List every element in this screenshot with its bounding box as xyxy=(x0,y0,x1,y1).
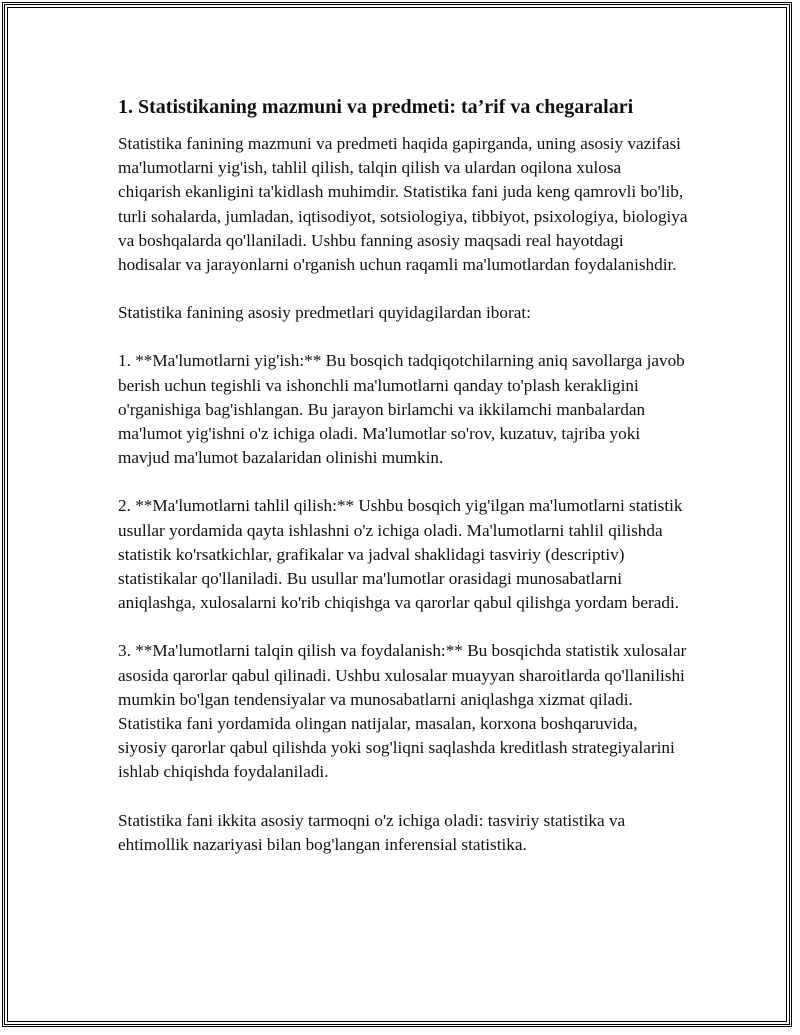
closing-paragraph: Statistika fani ikkita asosiy tarmoqni o'z ichiga oladi: tasviriy statistika va ehtimollik nazariyasi bilan bog'langan inferensial statistika. xyxy=(118,810,626,854)
document-body xyxy=(118,94,688,881)
subjects-lead-paragraph: Statistika fanining asosiy predmetlari quyidagilardan iborat: xyxy=(118,303,531,323)
list-item-data-analysis: 2. **Ma'lumotlarni tahlil qilish:** Ushbu bosqich yig'ilgan ma'lumotlarni statistik usullar yordamida qayta ishlashni o'z ichiga oladi. Ma'lumotlarni tahlil qilishda statistik ko'rsatkichlar, grafikalar va jadval shaklidagi tasviriy (descriptiv) statistikalar qo'llaniladi. Bu usullar ma'lumotlar orasidagi munosabatlarni aniqlashga, xulosalarni ko'rib chiqishga va qarorlar qabul qilishga yordam beradi. xyxy=(118,496,683,613)
list-item-data-collection: 1. **Ma'lumotlarni yig'ish:** Bu bosqich tadqiqotchilarning aniq savollarga javob berish uchun tegishli va ishonchli ma'lumotlarni qanday to'plash kerakligini o'rganishiga bag'ishlangan. Bu jarayon birlamchi va ikkilamchi manbalardan ma'lumot yig'ishni o'z ichiga oladi. Ma'lumotlar so'rov, kuzatuv, tajriba yoki mavjud ma'lumot bazalaridan olinishi mumkin. xyxy=(118,351,685,468)
section-heading: 1. Statistikaning mazmuni va predmeti: ta’rif va chegaralari xyxy=(118,96,634,118)
list-item-data-interpretation: 3. **Ma'lumotlarni talqin qilish va foydalanish:** Bu bosqichda statistik xulosalar asosida qarorlar qabul qilinadi. Ushbu xulosalar muayyan sharoitlarda qo'llanilishi mumkin bo'lgan tendensiyalar va munosabatlarni aniqlashga xizmat qiladi. Statistika fani yordamida olingan natijalar, masalan, korxona boshqaruvida, siyosiy qarorlar qabul qilishda yoki sog'liqni saqlashda kreditlash strategiyalarini ishlab chiqishda foydalaniladi. xyxy=(118,641,687,782)
intro-paragraph: Statistika fanining mazmuni va predmeti haqida gapirganda, uning asosiy vazifasi ma'lumotlarni yig'ish, tahlil qilish, talqin qilish va ulardan oqilona xulosa chiqarish ekanligini ta'kidlash muhimdir. Statistika fani juda keng qamrovli bo'lib, turli sohalarda, jumladan, iqtisodiyot, sotsiologiya, tibbiyot, psixologiya, biologiya va boshqalarda qo'llaniladi. Ushbu fanning asosiy maqsadi real hayotdagi hodisalar va jarayonlarni o'rganish uchun raqamli ma'lumotlardan foydalanishdir. xyxy=(118,134,688,275)
